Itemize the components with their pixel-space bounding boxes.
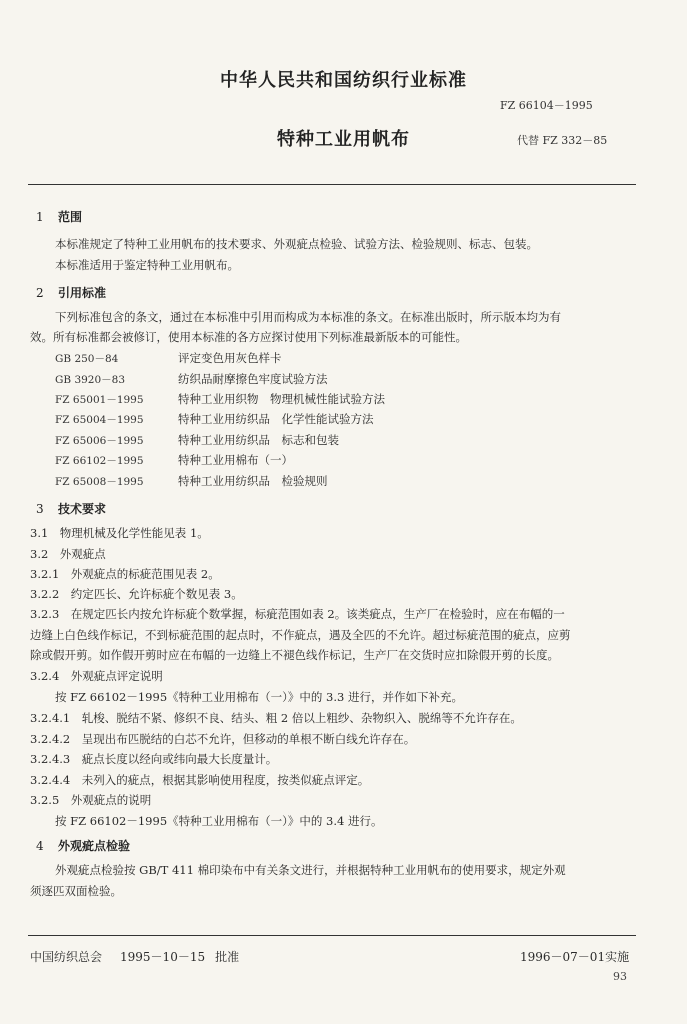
footer-divider <box>28 935 636 936</box>
footer-implementation <box>520 948 629 965</box>
page-number: 93 <box>613 970 627 983</box>
ref-code: GB 3920－83 <box>55 374 126 386</box>
section-2-title: 引用标准 <box>58 286 107 300</box>
clause-3-2-5-body: 按 FZ 66102－1995《特种工业用棉布（一）》中的 3.4 进行。 <box>55 814 383 828</box>
clause-3-2-4-body: 按 FZ 66102－1995《特种工业用棉布（一）》中的 3.3 进行，并作如下补充。 <box>55 690 463 704</box>
clause-3-2-2: 3.2.2 约定匹长、允许标疵个数见表 3。 <box>30 587 243 601</box>
header-divider <box>28 184 636 185</box>
clause-3-1: 3.1 物理机械及化学性能见表 1。 <box>30 526 209 540</box>
clause-3-2-3-line-3: 除或假开剪。如作假开剪时应在布幅的一边缝上不褪色线作标记，生产厂在交货时应扣除假开剪的长度。 <box>30 648 559 662</box>
section-4-para-line-2: 须逐匹双面检验。 <box>30 884 122 898</box>
standard-org-title: 中华人民共和国纺织行业标准 <box>220 70 467 91</box>
ref-code: FZ 65008－1995 <box>55 476 144 488</box>
section-2-para-1a: 下列标准包含的条文，通过在本标准中引用而构成为本标准的条文。在标准出版时，所示版本均为有 <box>55 310 561 324</box>
section-2-para-1b: 效。所有标准都会被修订，使用本标准的各方应探讨使用下列标准最新版本的可能性。 <box>30 330 467 344</box>
ref-title: 纺织品耐摩擦色牢度试验方法 <box>178 372 328 386</box>
clause-3-2-4-1: 3.2.4.1 轧梭、脱结不紧、修织不良、结头、粗 2 倍以上粗纱、杂物织入、脱绵等不允许存在。 <box>30 711 522 725</box>
footer-approved-label: 批准 <box>215 950 240 964</box>
footer-impl-label: 实施 <box>605 950 630 964</box>
ref-title: 特种工业用纺织品 化学性能试验方法 <box>178 412 374 426</box>
section-1-para-1: 本标准规定了特种工业用帆布的技术要求、外观疵点检验、试验方法、检验规则、标志、包装。 <box>55 237 538 251</box>
clause-3-2-3-line-2: 边缝上白色线作标记，不到标疵范围的起点时，不作疵点，遇及全匹的不允许。超过标疵范围的疵点，应剪 <box>30 628 571 642</box>
section-1-heading <box>36 208 82 225</box>
ref-title: 特种工业用纺织品 标志和包装 <box>178 433 339 447</box>
section-2-heading <box>36 284 106 301</box>
section-1-para-2: 本标准适用于鉴定特种工业用帆布。 <box>55 258 239 272</box>
clause-3-2-4: 3.2.4 外观疵点评定说明 <box>30 669 163 683</box>
section-1-number: 1 <box>36 210 44 224</box>
ref-code: FZ 65006－1995 <box>55 435 144 447</box>
ref-title: 特种工业用纺织品 检验规则 <box>178 474 328 488</box>
clause-3-2-4-2: 3.2.4.2 呈现出布匹脱结的白芯不允许，但移动的单根不断白线允许存在。 <box>30 732 416 746</box>
footer-impl-date: 1996－07－01 <box>520 950 606 964</box>
section-3-number: 3 <box>36 502 44 516</box>
ref-title: 评定变色用灰色样卡 <box>178 351 282 365</box>
section-1-title: 范围 <box>58 210 83 224</box>
clause-3-2-3-line-1: 3.2.3 在规定匹长内按允许标疵个数掌握，标疵范围如表 2。该类疵点，生产厂在检验时，应在布幅的一 <box>30 607 565 621</box>
ref-code: FZ 65001－1995 <box>55 394 144 406</box>
footer-org: 中国纺织总会 <box>30 950 103 964</box>
standard-code: FZ 66104－1995 <box>500 99 593 112</box>
document-title: 特种工业用帆布 <box>277 129 410 150</box>
ref-code: FZ 65004－1995 <box>55 414 144 426</box>
footer-approved-date: 1995－10－15 <box>120 950 206 964</box>
section-4-heading <box>36 837 130 854</box>
section-3-title: 技术要求 <box>58 502 107 516</box>
ref-title: 特种工业用织物 物理机械性能试验方法 <box>178 392 385 406</box>
ref-title: 特种工业用棉布（一） <box>178 453 293 467</box>
footer-approval <box>30 948 239 965</box>
section-4-title: 外观疵点检验 <box>58 839 131 853</box>
section-3-heading <box>36 500 106 517</box>
ref-code: FZ 66102－1995 <box>55 455 144 467</box>
section-4-number: 4 <box>36 839 44 853</box>
clause-3-2-5: 3.2.5 外观疵点的说明 <box>30 793 152 807</box>
clause-3-2-4-4: 3.2.4.4 未列入的疵点，根据其影响使用程度，按类似疵点评定。 <box>30 773 370 787</box>
section-4-para-line-1: 外观疵点检验按 GB/T 411 棉印染布中有关条文进行，并根据特种工业用帆布的使用要求，规定外观 <box>55 863 566 877</box>
ref-code: GB 250－84 <box>55 353 119 365</box>
replaces-code: 代替 FZ 332－85 <box>517 134 608 147</box>
clause-3-2-1: 3.2.1 外观疵点的标疵范围见表 2。 <box>30 567 220 581</box>
section-2-number: 2 <box>36 286 44 300</box>
clause-3-2-4-3: 3.2.4.3 疵点长度以经向或纬向最大长度量计。 <box>30 752 278 766</box>
clause-3-2: 3.2 外观疵点 <box>30 547 106 561</box>
